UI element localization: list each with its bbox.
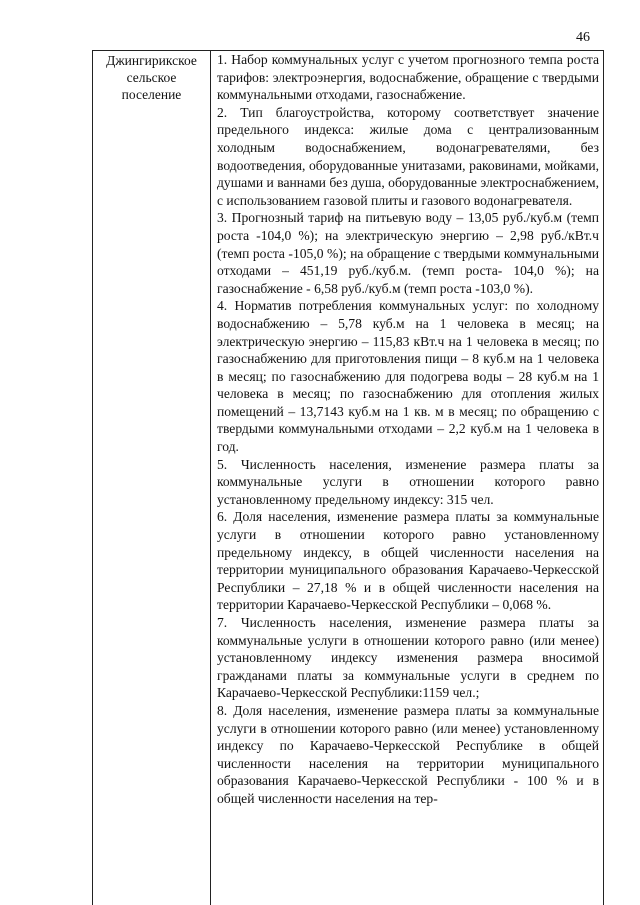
- settlement-name-line: поселение: [121, 87, 182, 102]
- settlement-name-cell: [93, 51, 211, 905]
- parameter-item-6: 6. Доля населения, изменение размера платы за коммунальные услуги в отношении которого равно установленному предельному индексу, в общей численности населения на территории муниципального образования Карачаево-Черкесской Республики – 27,18 % и в общей численности населения на территории Карачаево-Черкесской Республики – 0,068 %.: [217, 509, 599, 613]
- parameter-item-5: 5. Численность населения, изменение размера платы за коммунальные услуги в отношении которого равно установленному предельному индексу: 315 чел.: [217, 456, 599, 507]
- parameter-item-4: 4. Норматив потребления коммунальных услуг: по холодному водоснабжению – 5,78 куб.м на 1 человека в месяц; на электрическую энергию – 115,83 кВт.ч на 1 человека в месяц; по газоснабжению для приготовления пищи – 8 куб.м на 1 человека в месяц; по газоснабжению для подогрева воды – 28 куб.м на 1 человека в месяц; по газоснабжению для отопления жилых помещений – 13,7143 куб.м на 1 кв. м в месяц; по обращению с твердыми коммунальными отходами – 2,2 куб.м на 1 человека в год.: [217, 298, 599, 455]
- parameter-item-1: 1. Набор коммунальных услуг с учетом прогнозного темпа роста тарифов: электроэнергия, водоснабжение, обращение с твердыми коммунальными отходами, газоснабжение.: [217, 52, 599, 103]
- page-number: 46: [576, 30, 590, 45]
- parameter-item-3: 3. Прогнозный тариф на питьевую воду – 13,05 руб./куб.м (темп роста -104,0 %); на электрическую энергию – 2,98 руб./кВт.ч (темп роста -105,0 %); на обращение с твердыми коммунальными отходами – 451,19 руб./куб.м. (темп роста- 104,0 %); на газоснабжение - 6,58 руб./куб.м (темп роста -103,0 %).: [217, 210, 599, 296]
- parameter-item-8: 8. Доля населения, изменение размера платы за коммунальные услуги в отношении которого равно (или менее) установленному индексу по Карачаево-Черкесской Республике в общей численности населения на территории муниципального образования Карачаево-Черкесской Республики - 100 % и в общей численности населения на тер-: [217, 702, 599, 806]
- settlement-name-line: сельское: [126, 70, 177, 85]
- document-table: [92, 50, 604, 905]
- parameters-cell: [211, 51, 603, 905]
- parameter-item-2: 2. Тип благоустройства, которому соответствует значение предельного индекса: жилые дома с централизованным холодным водоснабжением, водонагревателями, без водоотведения, оборудованные унитазами, раковинами, мойками, душами и ваннами без душа, оборудованные электроснабжением, с использованием газовой плиты и газового водонагревателя.: [217, 104, 599, 208]
- settlement-name-line: Джингирикское: [106, 53, 197, 68]
- parameter-item-7: 7. Численность населения, изменение размера платы за коммунальные услуги в отношении которого равно (или менее) установленному индексу изменения размера вносимой гражданами платы за коммунальные услуги в среднем по Карачаево-Черкесской Республики:1159 чел.;: [217, 615, 599, 701]
